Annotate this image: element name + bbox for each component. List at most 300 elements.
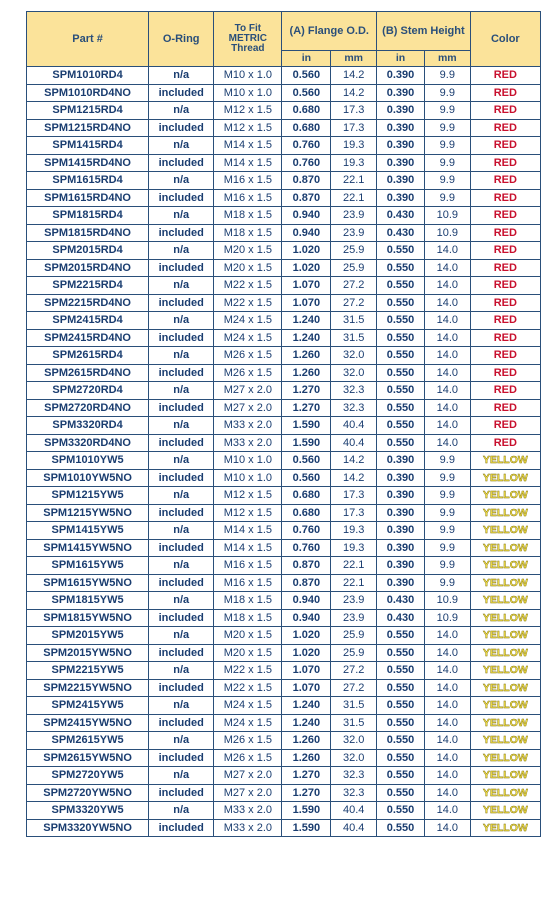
- table-row: [27, 539, 541, 557]
- cell-stem-in: 0.550: [377, 697, 425, 715]
- cell-color: RED: [470, 329, 540, 347]
- cell-flange-in: 1.240: [282, 714, 331, 732]
- cell-flange-mm: 32.0: [331, 364, 377, 382]
- table-row: [27, 609, 541, 627]
- cell-oring: n/a: [149, 347, 214, 365]
- cell-stem-mm: 14.0: [424, 434, 470, 452]
- cell-flange-mm: 22.1: [331, 557, 377, 575]
- cell-flange-in: 0.680: [282, 119, 331, 137]
- cell-flange-in: 0.870: [282, 172, 331, 190]
- cell-color: YELLOW: [470, 557, 540, 575]
- cell-part: SPM1215YW5NO: [27, 504, 149, 522]
- cell-thread: M20 x 1.5: [214, 259, 282, 277]
- cell-color: YELLOW: [470, 522, 540, 540]
- cell-stem-in: 0.430: [377, 609, 425, 627]
- cell-thread: M12 x 1.5: [214, 504, 282, 522]
- cell-color: YELLOW: [470, 732, 540, 750]
- cell-part: SPM2615YW5: [27, 732, 149, 750]
- cell-flange-mm: 23.9: [331, 207, 377, 225]
- cell-oring: included: [149, 749, 214, 767]
- cell-thread: M14 x 1.5: [214, 539, 282, 557]
- cell-flange-in: 1.020: [282, 259, 331, 277]
- cell-flange-mm: 32.3: [331, 767, 377, 785]
- cell-flange-mm: 31.5: [331, 714, 377, 732]
- cell-color: YELLOW: [470, 697, 540, 715]
- table-row: [27, 732, 541, 750]
- cell-thread: M16 x 1.5: [214, 574, 282, 592]
- cell-oring: n/a: [149, 207, 214, 225]
- cell-part: SPM1615RD4: [27, 172, 149, 190]
- cell-thread: M10 x 1.0: [214, 84, 282, 102]
- cell-oring: n/a: [149, 487, 214, 505]
- cell-color: RED: [470, 259, 540, 277]
- cell-flange-mm: 19.3: [331, 539, 377, 557]
- cell-flange-mm: 40.4: [331, 434, 377, 452]
- cell-stem-mm: 14.0: [424, 242, 470, 260]
- cell-flange-mm: 22.1: [331, 574, 377, 592]
- cell-thread: M12 x 1.5: [214, 102, 282, 120]
- cell-part: SPM2215YW5: [27, 662, 149, 680]
- cell-thread: M14 x 1.5: [214, 137, 282, 155]
- cell-oring: included: [149, 574, 214, 592]
- cell-color: RED: [470, 399, 540, 417]
- header-stem-mm: mm: [424, 51, 470, 67]
- cell-part: SPM1415RD4: [27, 137, 149, 155]
- cell-flange-mm: 25.9: [331, 259, 377, 277]
- cell-color: RED: [470, 224, 540, 242]
- cell-color: RED: [470, 242, 540, 260]
- table-row: [27, 487, 541, 505]
- cell-oring: included: [149, 399, 214, 417]
- cell-thread: M18 x 1.5: [214, 207, 282, 225]
- cell-color: YELLOW: [470, 714, 540, 732]
- cell-stem-mm: 9.9: [424, 487, 470, 505]
- cell-stem-in: 0.550: [377, 399, 425, 417]
- cell-color: YELLOW: [470, 592, 540, 610]
- cell-flange-in: 1.260: [282, 749, 331, 767]
- header-thread: To Fit METRIC Thread: [214, 12, 282, 67]
- table-row: [27, 644, 541, 662]
- cell-stem-in: 0.550: [377, 312, 425, 330]
- cell-flange-in: 1.590: [282, 802, 331, 820]
- cell-oring: n/a: [149, 627, 214, 645]
- cell-stem-in: 0.430: [377, 592, 425, 610]
- cell-color: RED: [470, 207, 540, 225]
- cell-thread: M22 x 1.5: [214, 277, 282, 295]
- cell-oring: included: [149, 679, 214, 697]
- cell-part: SPM3320RD4NO: [27, 434, 149, 452]
- cell-part: SPM1615YW5: [27, 557, 149, 575]
- table-body: [27, 67, 541, 837]
- cell-stem-mm: 9.9: [424, 84, 470, 102]
- cell-color: RED: [470, 364, 540, 382]
- cell-flange-in: 1.020: [282, 644, 331, 662]
- table-row: [27, 714, 541, 732]
- cell-flange-in: 1.070: [282, 679, 331, 697]
- cell-flange-in: 1.590: [282, 434, 331, 452]
- cell-stem-in: 0.550: [377, 382, 425, 400]
- cell-oring: included: [149, 609, 214, 627]
- cell-oring: n/a: [149, 242, 214, 260]
- cell-stem-in: 0.550: [377, 329, 425, 347]
- cell-flange-in: 1.270: [282, 767, 331, 785]
- cell-thread: M33 x 2.0: [214, 417, 282, 435]
- table-row: [27, 67, 541, 85]
- cell-color: RED: [470, 119, 540, 137]
- cell-oring: included: [149, 189, 214, 207]
- cell-stem-in: 0.390: [377, 574, 425, 592]
- cell-stem-in: 0.390: [377, 102, 425, 120]
- cell-color: YELLOW: [470, 749, 540, 767]
- cell-flange-in: 0.560: [282, 469, 331, 487]
- cell-thread: M14 x 1.5: [214, 522, 282, 540]
- table-row: [27, 277, 541, 295]
- cell-color: RED: [470, 347, 540, 365]
- cell-stem-mm: 10.9: [424, 609, 470, 627]
- cell-thread: M27 x 2.0: [214, 382, 282, 400]
- table-row: [27, 347, 541, 365]
- cell-flange-mm: 23.9: [331, 592, 377, 610]
- cell-thread: M33 x 2.0: [214, 434, 282, 452]
- cell-part: SPM2415YW5: [27, 697, 149, 715]
- table-row: [27, 522, 541, 540]
- cell-stem-in: 0.390: [377, 539, 425, 557]
- cell-thread: M24 x 1.5: [214, 697, 282, 715]
- cell-stem-in: 0.550: [377, 784, 425, 802]
- cell-oring: included: [149, 784, 214, 802]
- cell-stem-in: 0.390: [377, 452, 425, 470]
- cell-flange-mm: 14.2: [331, 452, 377, 470]
- header-color: Color: [470, 12, 540, 67]
- cell-stem-mm: 9.9: [424, 504, 470, 522]
- cell-color: YELLOW: [470, 487, 540, 505]
- cell-flange-mm: 14.2: [331, 469, 377, 487]
- cell-stem-mm: 14.0: [424, 697, 470, 715]
- cell-flange-in: 0.680: [282, 102, 331, 120]
- cell-color: YELLOW: [470, 662, 540, 680]
- cell-stem-mm: 14.0: [424, 399, 470, 417]
- cell-flange-mm: 27.2: [331, 294, 377, 312]
- cell-stem-mm: 14.0: [424, 312, 470, 330]
- table-header: [27, 12, 541, 67]
- cell-flange-in: 0.870: [282, 574, 331, 592]
- cell-stem-mm: 9.9: [424, 539, 470, 557]
- cell-thread: M22 x 1.5: [214, 662, 282, 680]
- cell-color: YELLOW: [470, 679, 540, 697]
- cell-flange-in: 1.590: [282, 417, 331, 435]
- cell-flange-mm: 19.3: [331, 522, 377, 540]
- cell-part: SPM2015RD4: [27, 242, 149, 260]
- cell-thread: M18 x 1.5: [214, 224, 282, 242]
- cell-stem-in: 0.390: [377, 557, 425, 575]
- table-row: [27, 189, 541, 207]
- cell-stem-mm: 14.0: [424, 627, 470, 645]
- cell-part: SPM2720RD4: [27, 382, 149, 400]
- table-row: [27, 504, 541, 522]
- cell-stem-mm: 14.0: [424, 784, 470, 802]
- cell-flange-in: 0.940: [282, 224, 331, 242]
- table-row: [27, 84, 541, 102]
- cell-part: SPM3320RD4: [27, 417, 149, 435]
- table-row: [27, 627, 541, 645]
- cell-color: RED: [470, 67, 540, 85]
- cell-part: SPM2015YW5NO: [27, 644, 149, 662]
- cell-stem-in: 0.550: [377, 364, 425, 382]
- cell-thread: M33 x 2.0: [214, 819, 282, 837]
- cell-flange-mm: 27.2: [331, 277, 377, 295]
- cell-flange-mm: 32.0: [331, 749, 377, 767]
- cell-stem-in: 0.550: [377, 434, 425, 452]
- cell-stem-in: 0.390: [377, 487, 425, 505]
- cell-flange-in: 0.560: [282, 67, 331, 85]
- table-row: [27, 819, 541, 837]
- cell-stem-mm: 9.9: [424, 172, 470, 190]
- cell-thread: M12 x 1.5: [214, 119, 282, 137]
- cell-oring: n/a: [149, 277, 214, 295]
- cell-stem-mm: 14.0: [424, 277, 470, 295]
- cell-flange-mm: 23.9: [331, 224, 377, 242]
- cell-color: RED: [470, 382, 540, 400]
- cell-flange-mm: 31.5: [331, 697, 377, 715]
- cell-stem-mm: 14.0: [424, 347, 470, 365]
- cell-oring: included: [149, 644, 214, 662]
- cell-stem-in: 0.550: [377, 347, 425, 365]
- cell-color: YELLOW: [470, 784, 540, 802]
- cell-part: SPM2215RD4NO: [27, 294, 149, 312]
- cell-part: SPM2015YW5: [27, 627, 149, 645]
- cell-stem-mm: 14.0: [424, 749, 470, 767]
- cell-thread: M18 x 1.5: [214, 592, 282, 610]
- cell-flange-mm: 40.4: [331, 802, 377, 820]
- cell-stem-mm: 14.0: [424, 382, 470, 400]
- cell-flange-mm: 32.3: [331, 382, 377, 400]
- cell-stem-in: 0.550: [377, 277, 425, 295]
- cell-flange-in: 0.680: [282, 504, 331, 522]
- cell-color: RED: [470, 154, 540, 172]
- cell-stem-in: 0.390: [377, 154, 425, 172]
- cell-thread: M10 x 1.0: [214, 469, 282, 487]
- cell-stem-mm: 10.9: [424, 207, 470, 225]
- cell-flange-mm: 14.2: [331, 67, 377, 85]
- cell-stem-mm: 9.9: [424, 574, 470, 592]
- cell-color: YELLOW: [470, 469, 540, 487]
- cell-oring: included: [149, 469, 214, 487]
- cell-part: SPM2615YW5NO: [27, 749, 149, 767]
- cell-oring: included: [149, 84, 214, 102]
- cell-stem-in: 0.550: [377, 417, 425, 435]
- cell-part: SPM1010RD4: [27, 67, 149, 85]
- cell-stem-in: 0.390: [377, 189, 425, 207]
- cell-flange-mm: 27.2: [331, 662, 377, 680]
- cell-color: RED: [470, 189, 540, 207]
- cell-oring: n/a: [149, 102, 214, 120]
- cell-flange-in: 0.760: [282, 522, 331, 540]
- cell-flange-in: 1.270: [282, 784, 331, 802]
- cell-stem-in: 0.430: [377, 224, 425, 242]
- cell-oring: included: [149, 504, 214, 522]
- cell-oring: included: [149, 259, 214, 277]
- cell-part: SPM1415RD4NO: [27, 154, 149, 172]
- table-row: [27, 802, 541, 820]
- table-row: [27, 364, 541, 382]
- cell-flange-mm: 25.9: [331, 627, 377, 645]
- cell-stem-in: 0.550: [377, 802, 425, 820]
- cell-flange-in: 1.270: [282, 382, 331, 400]
- cell-part: SPM2720YW5NO: [27, 784, 149, 802]
- cell-flange-mm: 40.4: [331, 417, 377, 435]
- cell-thread: M26 x 1.5: [214, 732, 282, 750]
- cell-part: SPM1215RD4NO: [27, 119, 149, 137]
- cell-stem-in: 0.390: [377, 504, 425, 522]
- cell-flange-in: 1.070: [282, 662, 331, 680]
- cell-oring: n/a: [149, 557, 214, 575]
- cell-oring: included: [149, 714, 214, 732]
- table-row: [27, 154, 541, 172]
- cell-flange-mm: 17.3: [331, 487, 377, 505]
- cell-oring: n/a: [149, 592, 214, 610]
- table-row: [27, 207, 541, 225]
- cell-flange-mm: 40.4: [331, 819, 377, 837]
- cell-part: SPM1010YW5NO: [27, 469, 149, 487]
- cell-color: RED: [470, 434, 540, 452]
- cell-thread: M20 x 1.5: [214, 627, 282, 645]
- cell-flange-in: 0.760: [282, 539, 331, 557]
- table-row: [27, 679, 541, 697]
- cell-color: YELLOW: [470, 609, 540, 627]
- cell-thread: M20 x 1.5: [214, 644, 282, 662]
- cell-flange-in: 0.560: [282, 84, 331, 102]
- cell-stem-mm: 9.9: [424, 452, 470, 470]
- cell-oring: included: [149, 294, 214, 312]
- cell-thread: M27 x 2.0: [214, 399, 282, 417]
- table-row: [27, 294, 541, 312]
- cell-stem-in: 0.390: [377, 172, 425, 190]
- parts-table: [26, 11, 541, 837]
- cell-flange-mm: 19.3: [331, 137, 377, 155]
- cell-thread: M20 x 1.5: [214, 242, 282, 260]
- cell-stem-in: 0.550: [377, 627, 425, 645]
- cell-flange-mm: 25.9: [331, 242, 377, 260]
- table-row: [27, 434, 541, 452]
- cell-flange-in: 0.940: [282, 592, 331, 610]
- table-row: [27, 224, 541, 242]
- header-flange-in: in: [282, 51, 331, 67]
- cell-thread: M24 x 1.5: [214, 312, 282, 330]
- cell-stem-in: 0.550: [377, 749, 425, 767]
- cell-stem-in: 0.550: [377, 679, 425, 697]
- cell-stem-in: 0.550: [377, 662, 425, 680]
- cell-color: YELLOW: [470, 452, 540, 470]
- cell-thread: M14 x 1.5: [214, 154, 282, 172]
- cell-flange-mm: 31.5: [331, 312, 377, 330]
- cell-flange-in: 1.260: [282, 347, 331, 365]
- table-row: [27, 767, 541, 785]
- cell-part: SPM1010YW5: [27, 452, 149, 470]
- cell-color: YELLOW: [470, 574, 540, 592]
- cell-stem-mm: 14.0: [424, 662, 470, 680]
- cell-color: YELLOW: [470, 539, 540, 557]
- cell-color: YELLOW: [470, 767, 540, 785]
- cell-thread: M16 x 1.5: [214, 557, 282, 575]
- cell-flange-in: 0.760: [282, 154, 331, 172]
- header-stem: (B) Stem Height: [377, 12, 471, 51]
- cell-color: RED: [470, 277, 540, 295]
- cell-stem-mm: 14.0: [424, 732, 470, 750]
- cell-flange-in: 0.560: [282, 452, 331, 470]
- cell-thread: M24 x 1.5: [214, 329, 282, 347]
- cell-part: SPM2615RD4: [27, 347, 149, 365]
- cell-color: RED: [470, 84, 540, 102]
- cell-oring: n/a: [149, 732, 214, 750]
- cell-stem-mm: 14.0: [424, 819, 470, 837]
- cell-stem-mm: 14.0: [424, 329, 470, 347]
- cell-stem-mm: 9.9: [424, 557, 470, 575]
- cell-thread: M33 x 2.0: [214, 802, 282, 820]
- cell-stem-in: 0.550: [377, 259, 425, 277]
- cell-color: RED: [470, 172, 540, 190]
- cell-oring: included: [149, 364, 214, 382]
- cell-flange-in: 0.940: [282, 609, 331, 627]
- cell-oring: included: [149, 819, 214, 837]
- table-row: [27, 784, 541, 802]
- cell-part: SPM2415RD4: [27, 312, 149, 330]
- cell-stem-mm: 9.9: [424, 67, 470, 85]
- cell-stem-in: 0.390: [377, 84, 425, 102]
- cell-flange-in: 0.940: [282, 207, 331, 225]
- cell-color: RED: [470, 102, 540, 120]
- cell-color: RED: [470, 294, 540, 312]
- cell-stem-mm: 10.9: [424, 224, 470, 242]
- cell-thread: M27 x 2.0: [214, 767, 282, 785]
- cell-stem-mm: 9.9: [424, 469, 470, 487]
- cell-thread: M16 x 1.5: [214, 172, 282, 190]
- cell-flange-mm: 22.1: [331, 189, 377, 207]
- cell-stem-in: 0.550: [377, 819, 425, 837]
- cell-flange-in: 1.020: [282, 242, 331, 260]
- cell-color: YELLOW: [470, 627, 540, 645]
- cell-part: SPM1815RD4NO: [27, 224, 149, 242]
- cell-flange-mm: 17.3: [331, 504, 377, 522]
- cell-stem-in: 0.390: [377, 137, 425, 155]
- cell-flange-mm: 22.1: [331, 172, 377, 190]
- cell-stem-mm: 14.0: [424, 767, 470, 785]
- cell-part: SPM1215RD4: [27, 102, 149, 120]
- cell-flange-mm: 14.2: [331, 84, 377, 102]
- cell-flange-in: 1.240: [282, 312, 331, 330]
- table-row: [27, 469, 541, 487]
- cell-stem-in: 0.430: [377, 207, 425, 225]
- cell-flange-in: 0.870: [282, 557, 331, 575]
- cell-stem-in: 0.550: [377, 294, 425, 312]
- cell-part: SPM1815YW5NO: [27, 609, 149, 627]
- cell-oring: n/a: [149, 137, 214, 155]
- cell-thread: M24 x 1.5: [214, 714, 282, 732]
- cell-oring: included: [149, 119, 214, 137]
- cell-stem-in: 0.550: [377, 644, 425, 662]
- cell-flange-mm: 27.2: [331, 679, 377, 697]
- cell-flange-mm: 17.3: [331, 119, 377, 137]
- cell-stem-mm: 9.9: [424, 119, 470, 137]
- cell-stem-in: 0.550: [377, 732, 425, 750]
- table-row: [27, 102, 541, 120]
- cell-flange-in: 1.240: [282, 697, 331, 715]
- table-row: [27, 697, 541, 715]
- table-row: [27, 137, 541, 155]
- cell-part: SPM3320YW5NO: [27, 819, 149, 837]
- cell-part: SPM2015RD4NO: [27, 259, 149, 277]
- table-row: [27, 382, 541, 400]
- cell-part: SPM2615RD4NO: [27, 364, 149, 382]
